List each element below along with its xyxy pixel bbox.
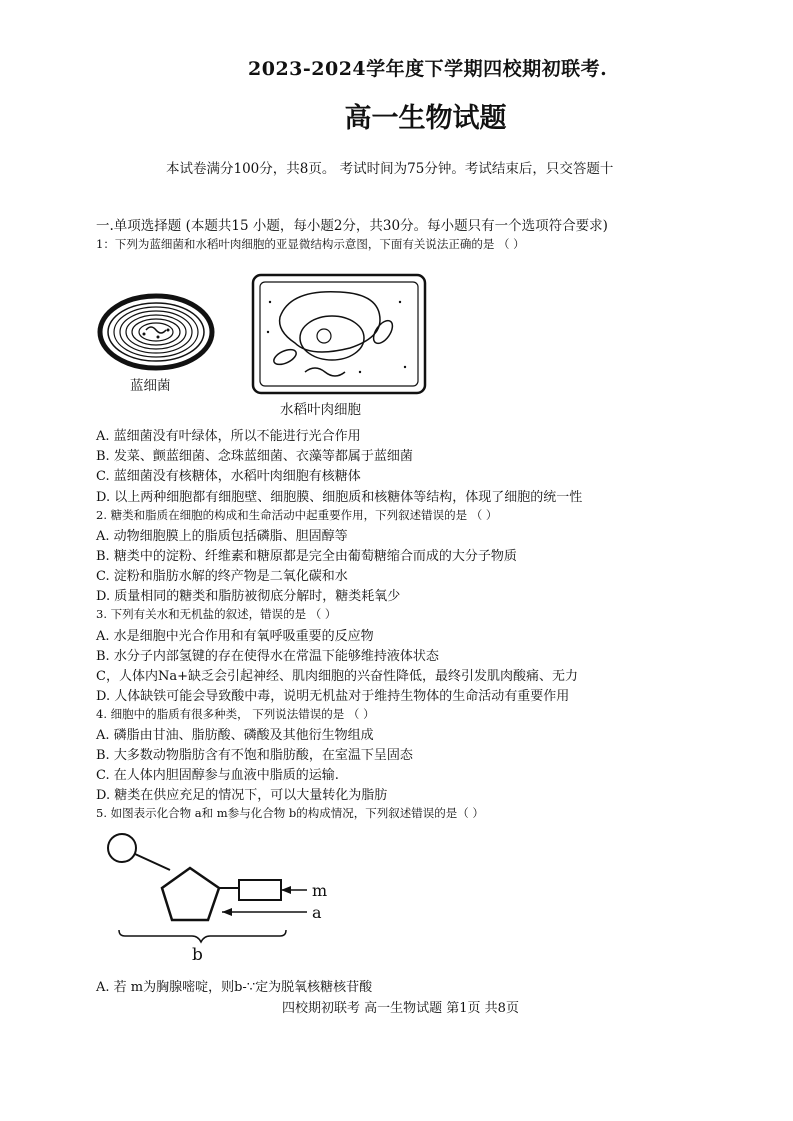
section-heading: 一.单项选择题 (本题共15 小题，每小题2分，共30分。每小题只有一个选项符合要求) — [96, 218, 608, 234]
question-4-option-d: D. 糖类在供应充足的情况下，可以大量转化为脂肪 — [96, 788, 388, 803]
subject-title: 高一生物试题 — [344, 103, 507, 134]
question-2-option-a: A. 动物细胞膜上的脂质包括磷脂、胆固醇等 — [96, 529, 348, 544]
nucleotide-diagram — [104, 830, 354, 960]
rice-cell-label: 水稻叶肉细胞 — [280, 402, 361, 418]
exam-note: 本试卷满分100分，共8页。 考试时间为75分钟。考试结束后，只交答题十 — [166, 161, 614, 177]
rice-mesophyll-cell-diagram — [250, 272, 428, 396]
question-3-stem: 3. 下列有关水和无机盐的叙述，错误的是 （ ） — [96, 607, 337, 621]
question-1-option-a: A. 蓝细菌没有叶绿体，所以不能进行光合作用 — [96, 429, 361, 444]
question-3-option-d: D. 人体缺铁可能会导致酸中毒，说明无机盐对于维持生物体的生命活动有重要作用 — [96, 689, 570, 704]
question-4-option-a: A. 磷脂由甘油、脂肪酸、磷酸及其他衍生物组成 — [96, 728, 374, 743]
question-2-option-d: D. 质量相同的糖类和脂肪被彻底分解时，糖类耗氧少 — [96, 589, 401, 604]
question-3-option-c: C，人体内Na+缺乏会引起神经、肌肉细胞的兴奋性降低，最终引发肌肉酸痛、无力 — [96, 669, 578, 684]
question-1-stem: 1：下列为蓝细菌和水稻叶肉细胞的亚显微结构示意图，下面有关说法正确的是 （ ） — [96, 237, 525, 251]
question-1-option-b: B. 发菜、颤蓝细菌、念珠蓝细菌、衣藻等都属于蓝细菌 — [96, 449, 413, 464]
question-4-stem: 4. 细胞中的脂质有很多种类， 下列说法错误的是 （ ） — [96, 707, 375, 721]
question-3-option-b: B. 水分子内部氢键的存在使得水在常温下能够维持液体状态 — [96, 649, 439, 664]
cyanobacteria-label: 蓝细菌 — [130, 378, 171, 394]
question-1-option-c: C. 蓝细菌没有核糖体，水稻叶肉细胞有核糖体 — [96, 469, 361, 484]
label-a: a — [312, 903, 322, 922]
question-3-option-a: A. 水是细胞中光合作用和有氧呼吸重要的反应物 — [96, 629, 374, 644]
question-2-stem: 2. 糖类和脂质在细胞的构成和生命活动中起重要作用，下列叙述错误的是 （ ） — [96, 508, 498, 522]
cyanobacteria-diagram — [96, 292, 216, 372]
question-5-stem: 5. 如图表示化合物 a和 m参与化合物 b的构成情况，下列叙述错误的是（ ） — [96, 806, 484, 820]
exam-title: 2023-2024学年度下学期四校期初联考. — [248, 58, 608, 80]
question-4-option-c: C. 在人体内胆固醇参与血液中脂质的运输. — [96, 768, 339, 783]
question-5-option-a: A. 若 m为胸腺嘧啶，则b-∵定为脱氧核糖核苷酸 — [96, 980, 373, 995]
question-1-option-d: D. 以上两种细胞都有细胞壁、细胞膜、细胞质和核糖体等结构，体现了细胞的统一性 — [96, 490, 583, 505]
page-footer: 四校期初联考 高一生物试题 第1页 共8页 — [282, 1001, 519, 1016]
question-2-option-b: B. 糖类中的淀粉、纤维素和糖原都是完全由葡萄糖缩合而成的大分子物质 — [96, 549, 517, 564]
label-m: m — [312, 881, 328, 900]
question-2-option-c: C. 淀粉和脂肪水解的终产物是二氧化碳和水 — [96, 569, 348, 584]
question-4-option-b: B. 大多数动物脂肪含有不饱和脂肪酸，在室温下呈固态 — [96, 748, 413, 763]
label-b: b — [192, 945, 203, 960]
